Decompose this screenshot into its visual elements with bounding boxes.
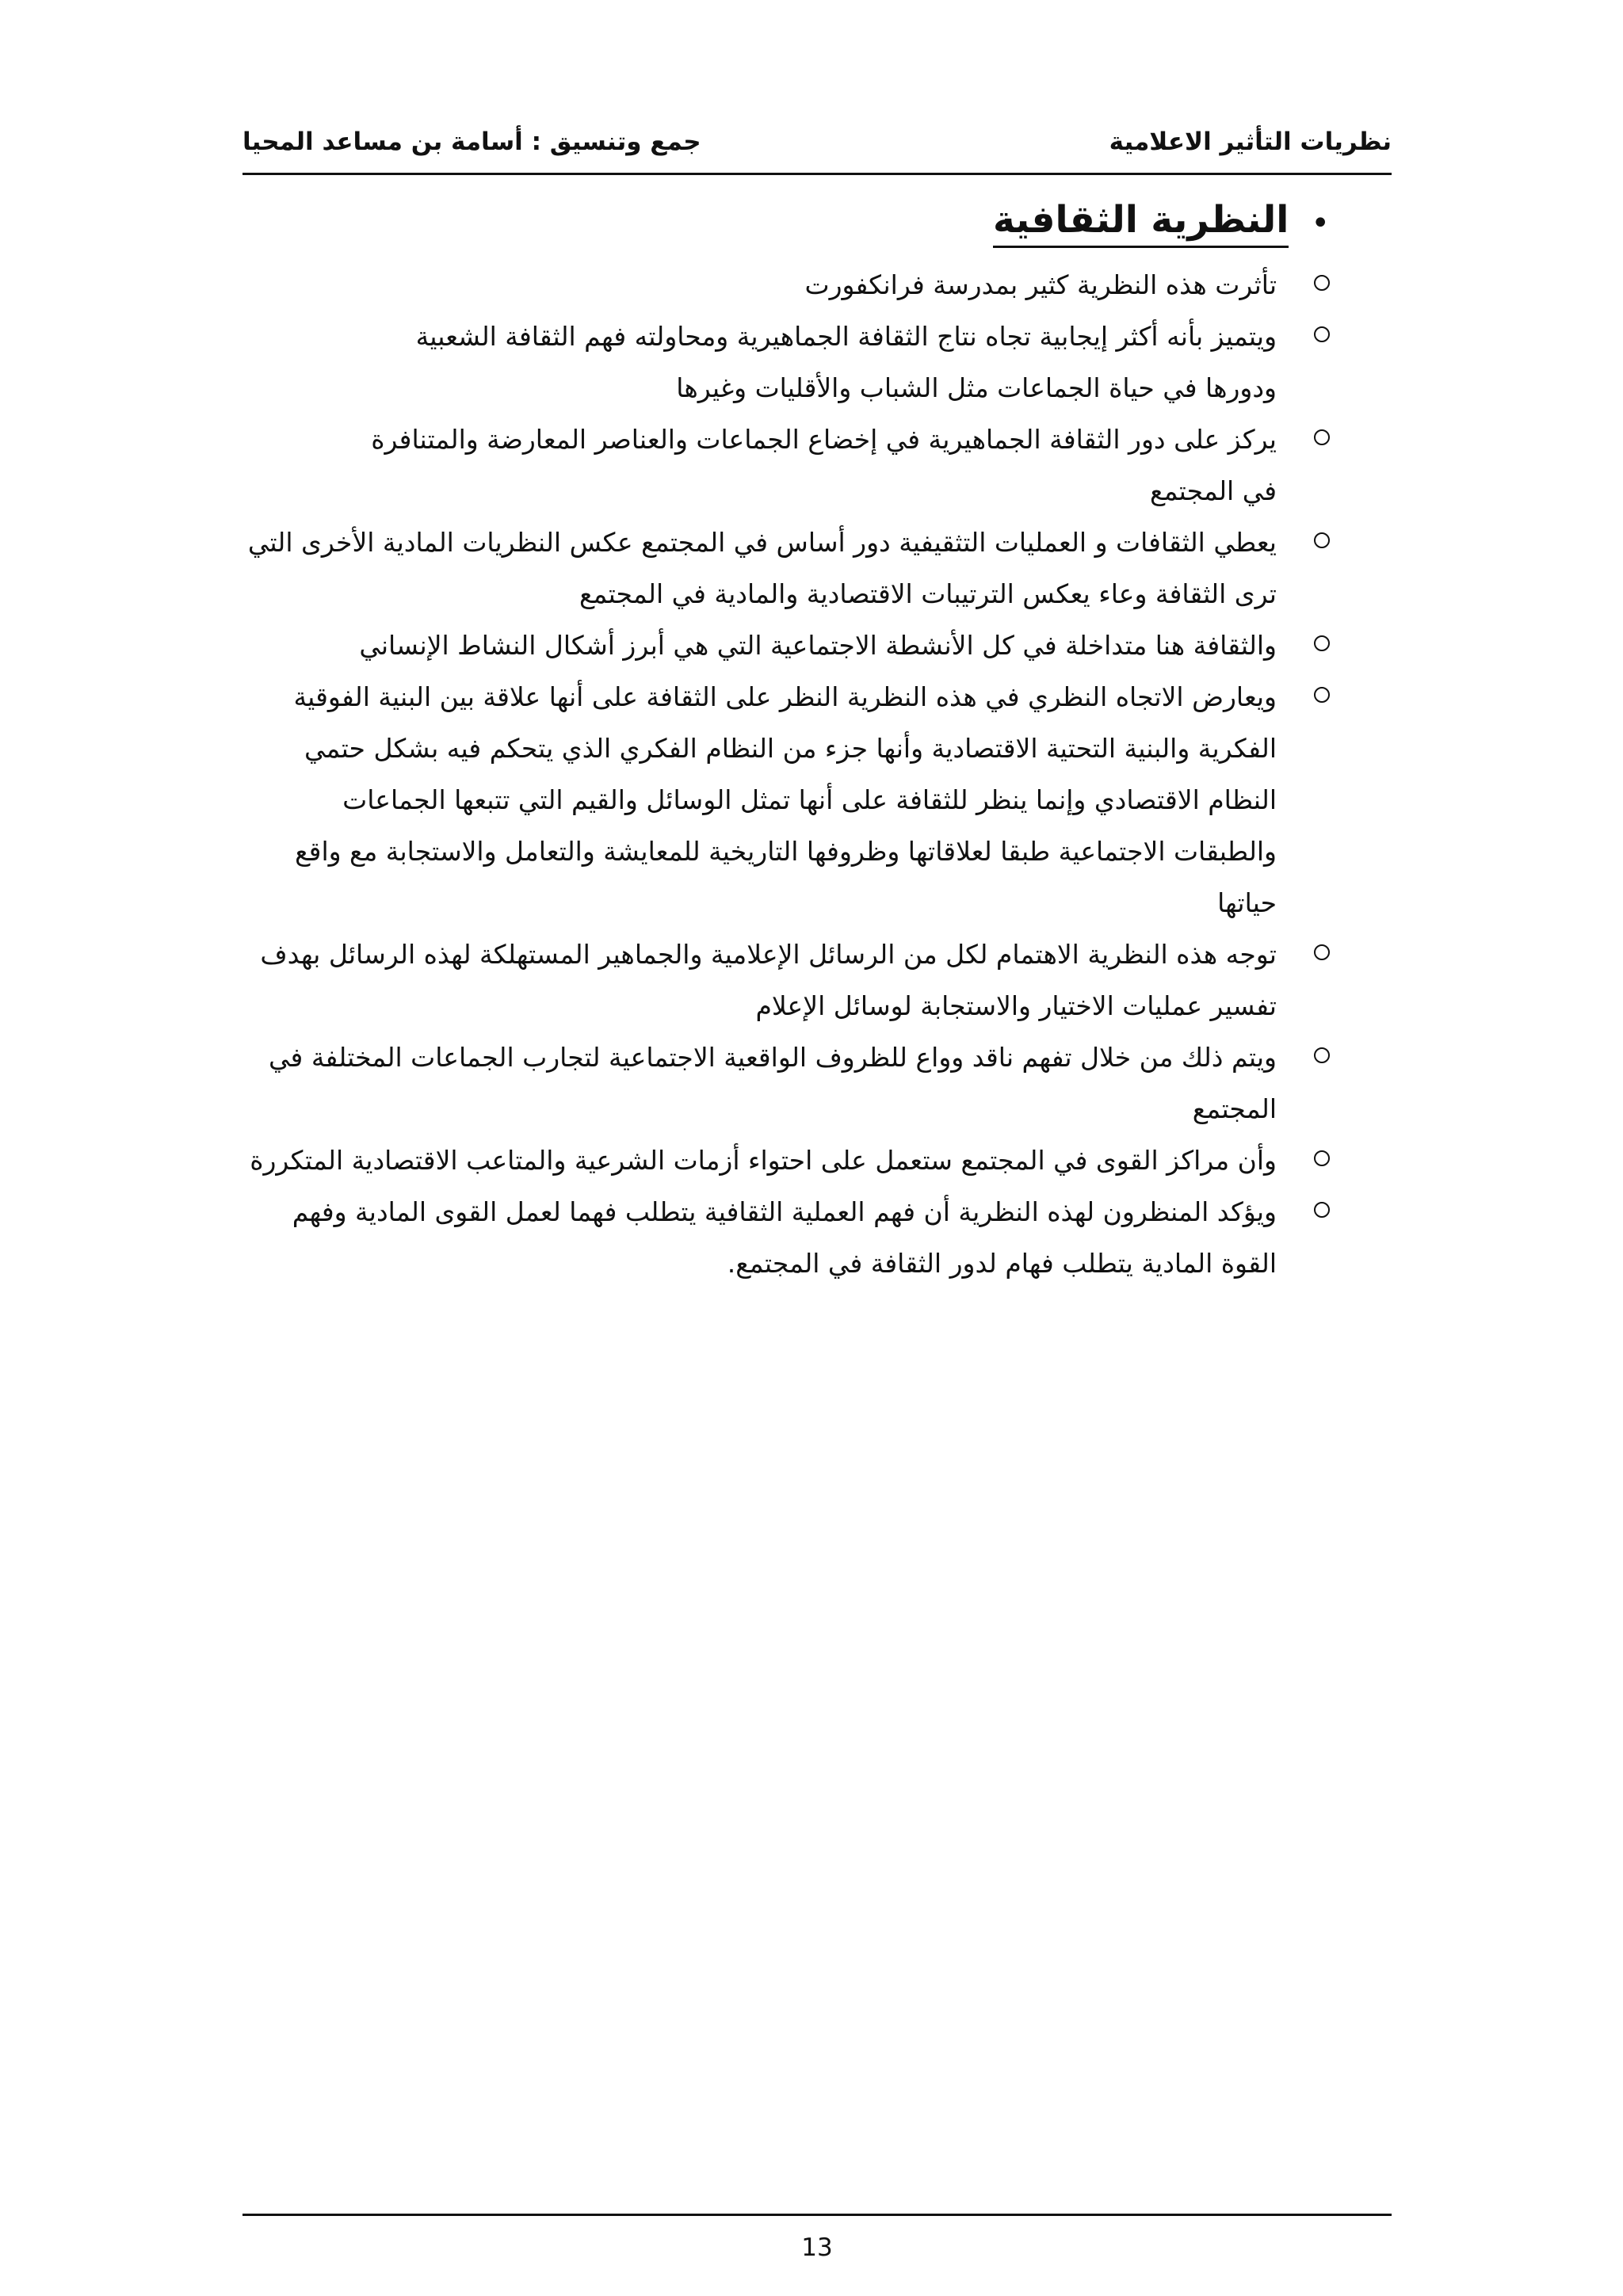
- list-item-text: ويتم ذلك من خلال تفهم ناقد وواع للظروف الواقعية الاجتماعية لتجارب الجماعات المختلفة في المجتمع: [269, 1042, 1277, 1125]
- hollow-circle-bullet-icon: [1314, 275, 1330, 291]
- list-item: [236, 929, 1330, 1032]
- list-item-text: وأن مراكز القوى في المجتمع ستعمل على احتواء أزمات الشرعية والمتاعب الاقتصادية المتكررة: [250, 1145, 1277, 1177]
- list-item-text: ويتميز بأنه أكثر إيجابية تجاه نتاج الثقافة الجماهيرية ومحاولته فهم الثقافة الشعبية ودورها في حياة الجماعات مثل الشباب والأقليات وغيرها: [415, 321, 1277, 404]
- list-item: [369, 414, 1330, 517]
- hollow-circle-bullet-icon: [1314, 635, 1330, 651]
- list-item: [352, 311, 1330, 414]
- list-item: [236, 1135, 1330, 1186]
- list-item-text: والثقافة هنا متداخلة في كل الأنشطة الاجتماعية التي هي أبرز أشكال النشاط الإنساني: [359, 630, 1277, 662]
- list-item-text: يعطي الثقافات و العمليات التثقيفية دور أساس في المجتمع عكس النظريات المادية الأخرى التي ترى الثقافة وعاء يعكس الترتيبات الاقتصادية والمادية في المجتمع: [247, 527, 1277, 610]
- list-item: [236, 1186, 1330, 1289]
- section-heading: [236, 198, 1330, 248]
- list-item: [474, 259, 1330, 311]
- compiler-credit: جمع وتنسيق : أسامة بن مساعد المحيا: [242, 128, 701, 156]
- page-header: [242, 111, 1392, 175]
- list-item: [242, 671, 1330, 929]
- list-item-text: ويعارض الاتجاه النظري في هذه النظرية النظر على الثقافة على أنها علاقة بين البنية الفوقية الفكرية والبنية التحتية الاقتصادية وأنها جزء من النظام الفكري الذي يتحكم فيه بشكل حتمي النظام الاقتصادي وإنما ينظر للثقافة على أنها تمثل الوسائل والقيم التي تتبعها الجماعات والطبقات الاجتماعية طبقا لعلاقاتها وظروفها التاريخية للمعايشة والتعامل والاستجابة مع واقع حياتها: [293, 681, 1277, 919]
- theory-section: [236, 198, 1330, 1289]
- list-item-text: توجه هذه النظرية الاهتمام لكل من الرسائل الإعلامية والجماهير المستهلكة لهذه الرسائل بهدف تفسير عمليات الاختيار والاستجابة لوسائل الإعلام: [260, 939, 1277, 1022]
- heading-bullet-icon: •: [1311, 204, 1330, 242]
- hollow-circle-bullet-icon: [1314, 532, 1330, 548]
- page-number: 13: [801, 2233, 833, 2262]
- book-title: نظريات التأثير الاعلامية: [1109, 128, 1392, 156]
- section-title: النظرية الثقافية: [993, 198, 1289, 248]
- hollow-circle-bullet-icon: [1314, 326, 1330, 342]
- hollow-circle-bullet-icon: [1314, 1047, 1330, 1063]
- list-item: [236, 1032, 1330, 1135]
- hollow-circle-bullet-icon: [1314, 944, 1330, 960]
- hollow-circle-bullet-icon: [1314, 1150, 1330, 1166]
- hollow-circle-bullet-icon: [1314, 1202, 1330, 1218]
- list-item-text: تأثرت هذه النظرية كثير بمدرسة فرانكفورت: [804, 269, 1277, 301]
- list-item-text: ويؤكد المنظرون لهذه النظرية أن فهم العملية الثقافية يتطلب فهما لعمل القوى المادية وفهم القوة المادية يتطلب فهام لدور الثقافة في المجتمع.: [292, 1196, 1277, 1280]
- list-item-text: يركز على دور الثقافة الجماهيرية في إخضاع الجماعات والعناصر المعارضة والمتنافرة في المجتمع: [371, 424, 1277, 507]
- list-item: [344, 620, 1330, 671]
- list-item: [236, 517, 1330, 620]
- page-footer: [242, 2214, 1392, 2262]
- points-list: [236, 259, 1330, 1289]
- hollow-circle-bullet-icon: [1314, 687, 1330, 703]
- hollow-circle-bullet-icon: [1314, 429, 1330, 445]
